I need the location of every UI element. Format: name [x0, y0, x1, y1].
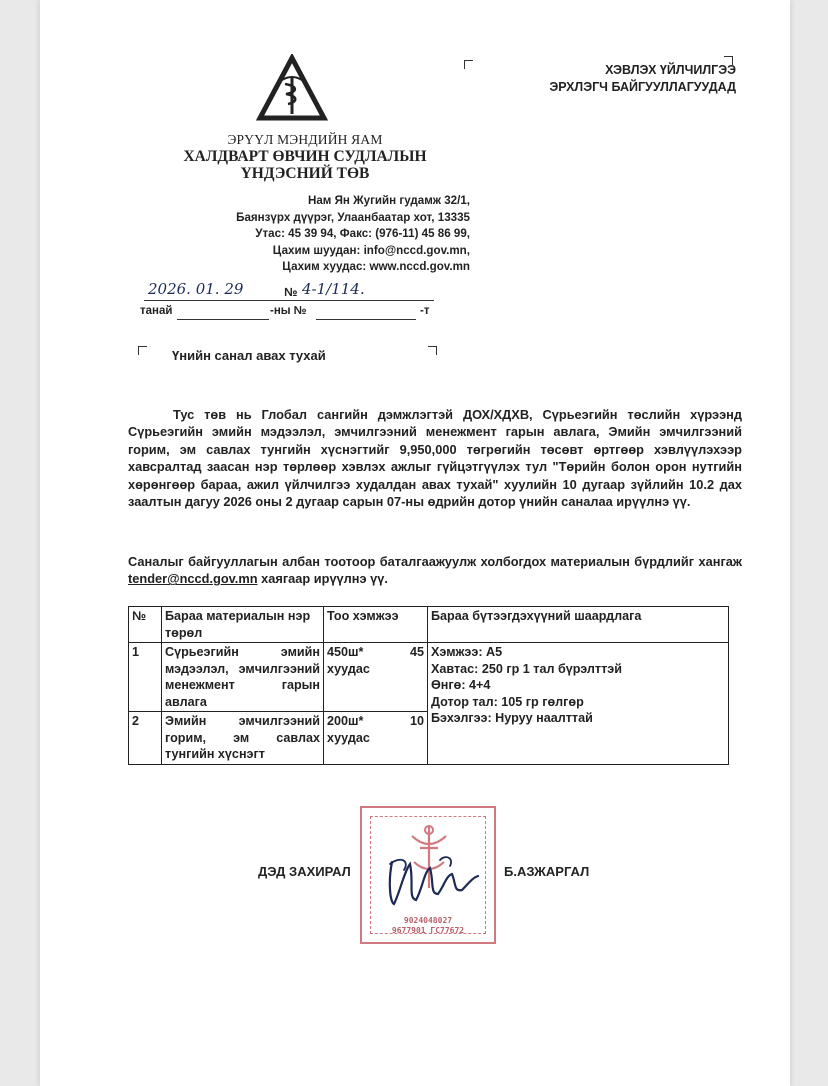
recipient-block: [500, 62, 736, 96]
qty-unit: хуудас: [327, 730, 370, 745]
stamp-number-1: 9024048027: [403, 916, 453, 925]
requirement-size: Хэмжээ: A5: [431, 645, 503, 659]
col-header-name: Бараа материалын нэр төрөл: [162, 607, 324, 643]
cell-requirements: [428, 643, 729, 765]
ny-no-label: -ны №: [270, 305, 307, 317]
signatory-name: Б.АЗЖАРГАЛ: [504, 864, 590, 879]
qty-unit: хуудас: [327, 661, 370, 676]
col-header-qty: Тоо хэмжээ: [324, 607, 428, 643]
stamp-number-2: 9677901 ГС77672: [391, 926, 465, 935]
address-website: Цахим хуудас: www.nccd.gov.mn: [282, 260, 470, 274]
qty-value: 200ш*: [327, 714, 364, 728]
col-header-no: №: [129, 607, 162, 643]
body-paragraph-1: Тус төв нь Глобал сангийн дэмжлэгтэй ДОХ/ХДХВ, Сүрьеэгийн төслийн хүрээнд Сүрьеэгийн эмийн мэдээлэл, эмчилгээний менежмент гарын авлага, Эмийн эмчилгээний горим, эм савлах тунгийн хүснэгтийг 9,950,000 төгрөгийн төсөвт өртгөөр хэвлүүлэхээр хавсралтад заасан нэр төрлөөр хэвлэх ажлыг гүйцэтгүүлэх тул "Төрийн болон орон нутгийн хөрөнгөөр бараа, ажил үйлчилгээ худалдан авах тухай" хуулийн 10 дугаар зүйлийн 10.2 дах заалтын дагуу 2026 оны 2 дугаар сарын 07-ны өдрийн дотор үнийн саналаа ирүүлнэ үү.: [128, 407, 742, 510]
cell-item-name: Эмийн эмчилгээний горим, эм савлах тунгийн хүснэгт: [162, 712, 324, 765]
cell-no: 2: [129, 712, 162, 765]
handwritten-date: 2026. 01. 29: [148, 280, 244, 298]
address-street: Нам Ян Жугийн гудамж 32/1,: [307, 194, 470, 207]
requirement-color: Өнгө: 4+4: [431, 678, 491, 692]
handwritten-signature: [380, 842, 490, 912]
address-district: Баянзүрх дүүрэг, Улаанбаатар хот, 13335: [236, 210, 470, 224]
address-block: [140, 193, 470, 276]
col-header-requirements: Бараа бүтээгдэхүүний шаардлага: [428, 607, 729, 643]
recipient-line2: ЭРХЛЭГЧ БАЙГУУЛЛАГУУДАД: [549, 80, 736, 94]
cell-item-name: Сүрьеэгийн эмийн мэдээлэл, эмчилгээний менежмент гарын авлага: [162, 643, 324, 712]
signatory-title: ДЭД ЗАХИРАЛ: [258, 864, 351, 879]
qty-value: 450ш*: [327, 645, 364, 659]
qty-number: 10: [409, 714, 424, 728]
letter-subject: Үнийн санал авах тухай: [172, 348, 326, 363]
qty-number: 45: [409, 645, 424, 659]
org-name-line2: ҮНДЭСНИЙ ТӨВ: [240, 165, 370, 182]
items-table: [128, 606, 729, 765]
organization-name: [140, 148, 470, 182]
corner-mark: [428, 346, 437, 355]
ministry-name: ЭРҮҮЛ МЭНДИЙН ЯАМ: [227, 132, 383, 147]
table-row: [129, 643, 729, 712]
requirement-cover: Хавтас: 250 гр 1 тал бүрэлттэй: [431, 661, 622, 676]
recipient-line1: ХЭВЛЭХ ҮЙЛЧИЛГЭЭ: [605, 63, 736, 77]
org-name-line1: ХАЛДВАРТ ӨВЧИН СУДЛАЛЫН: [183, 148, 427, 165]
requirement-binding: Бэхэлгээ: Нуруу наалттай: [431, 711, 593, 725]
corner-mark: [138, 346, 147, 355]
number-label: №: [284, 285, 298, 299]
tender-email-link[interactable]: tender@nccd.gov.mn: [128, 571, 258, 587]
tanai-label: танай: [140, 305, 173, 317]
table-header-row: [129, 607, 729, 643]
body-paragraph-2: [128, 553, 742, 588]
letter-page: [40, 0, 790, 1086]
nccd-logo-icon: [256, 54, 328, 124]
cell-qty: [324, 643, 428, 712]
t-label: -т: [420, 305, 430, 317]
paragraph2-text: Саналыг байгууллагын албан тоотоор баталгаажуулж холбогдох материалын бүрдлийг хангаж: [128, 554, 742, 569]
cell-qty: [324, 712, 428, 765]
corner-mark: [464, 60, 473, 69]
address-phone: Утас: 45 39 94, Факс: (976-11) 45 86 99,: [255, 227, 470, 241]
handwritten-number: 4-1/114.: [302, 280, 365, 298]
blank-line: [177, 305, 269, 320]
address-email: Цахим шуудан: info@nccd.gov.mn,: [272, 243, 470, 257]
cell-no: 1: [129, 643, 162, 712]
paragraph2-text-end: хаягаар ирүүлнэ үү.: [257, 571, 388, 587]
blank-line: [316, 305, 416, 320]
requirement-inner: Дотор тал: 105 гр гөлгөр: [431, 694, 584, 709]
